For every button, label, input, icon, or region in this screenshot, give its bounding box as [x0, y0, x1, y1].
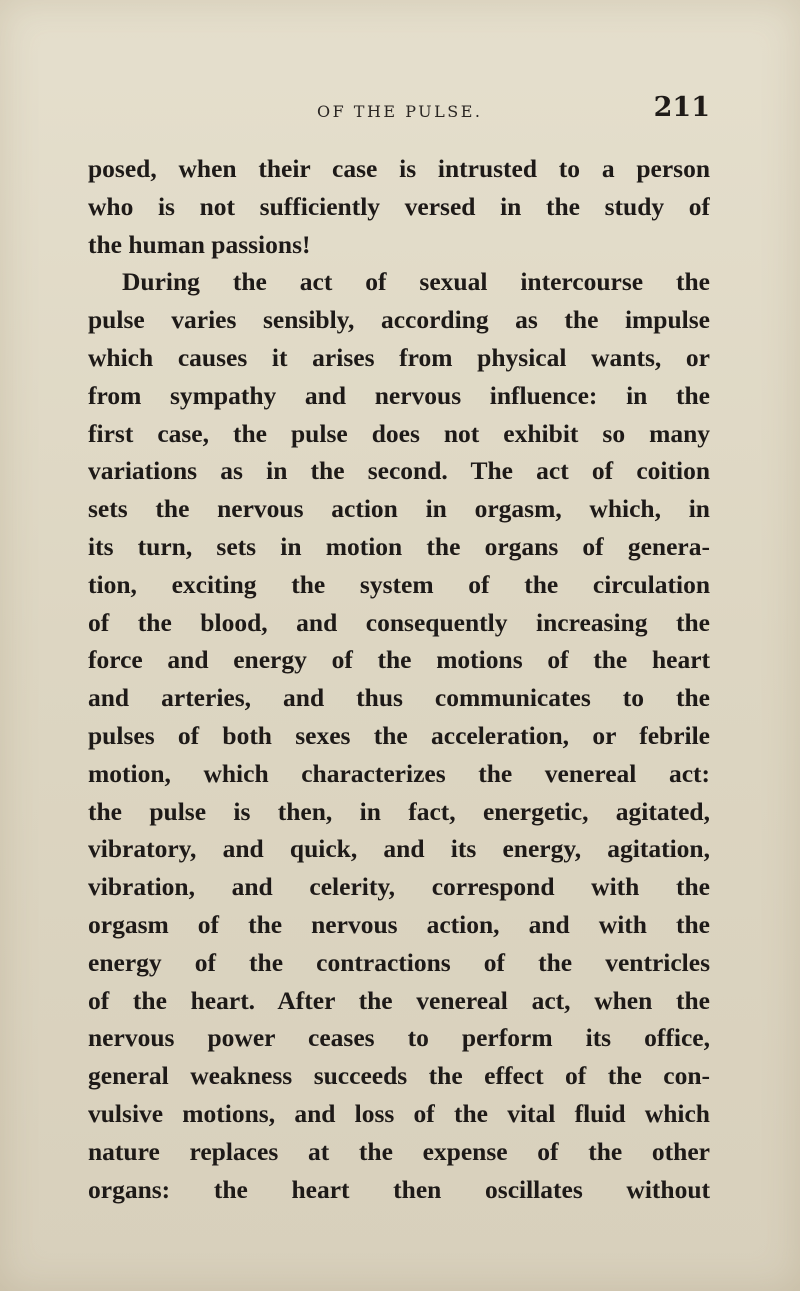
text-line: motion, which characterizes the venereal act: [88, 758, 710, 788]
text-line: vulsive motions, and loss of the vital fluid which [88, 1098, 710, 1128]
text-line: nervous power ceases to perform its office, [88, 1023, 710, 1053]
text-line: first case, the pulse does not exhibit so many [88, 418, 710, 448]
text-line: During the act of sexual intercourse the [122, 267, 710, 297]
text-line: force and energy of the motions of the heart [88, 645, 710, 675]
text-line: pulses of both sexes the acceleration, or febrile [88, 720, 710, 750]
text-line: posed, when their case is intrusted to a person [88, 154, 710, 183]
running-head-title: OF THE PULSE. [317, 102, 483, 121]
text-line: of the heart. After the venereal act, when the [88, 985, 710, 1015]
text-line: variations as in the second. The act of coition [88, 456, 710, 486]
text-line: energy of the contractions of the ventricles [88, 947, 710, 977]
text-line: the pulse is then, in fact, energetic, agitated, [88, 796, 710, 826]
text-line: from sympathy and nervous influence: in the [88, 380, 710, 410]
text-line: who is not sufficiently versed in the study of [88, 191, 710, 221]
running-head [88, 92, 710, 130]
text-line: the human passions! [88, 229, 311, 259]
page-number: 211 [653, 92, 710, 123]
text-line: orgasm of the nervous action, and with the [88, 909, 710, 939]
text-line: pulse varies sensibly, according as the impulse [88, 305, 710, 335]
text-line: nature replaces at the expense of the other [88, 1136, 710, 1166]
text-line: sets the nervous action in orgasm, which, in [88, 494, 710, 524]
text-line: of the blood, and consequently increasing the [88, 607, 710, 637]
text-line: which causes it arises from physical wants, or [88, 342, 710, 372]
text-line: vibration, and celerity, correspond with the [88, 872, 710, 902]
text-line: and arteries, and thus communicates to the [88, 683, 710, 713]
text-line: vibratory, and quick, and its energy, agitation, [88, 834, 710, 864]
text-line: organs: the heart then oscillates without [88, 1174, 710, 1204]
text-line: its turn, sets in motion the organs of genera- [88, 531, 710, 561]
body-text [88, 150, 710, 1208]
text-line: general weakness succeeds the effect of the con- [88, 1061, 710, 1091]
text-line: tion, exciting the system of the circulation [88, 569, 710, 599]
